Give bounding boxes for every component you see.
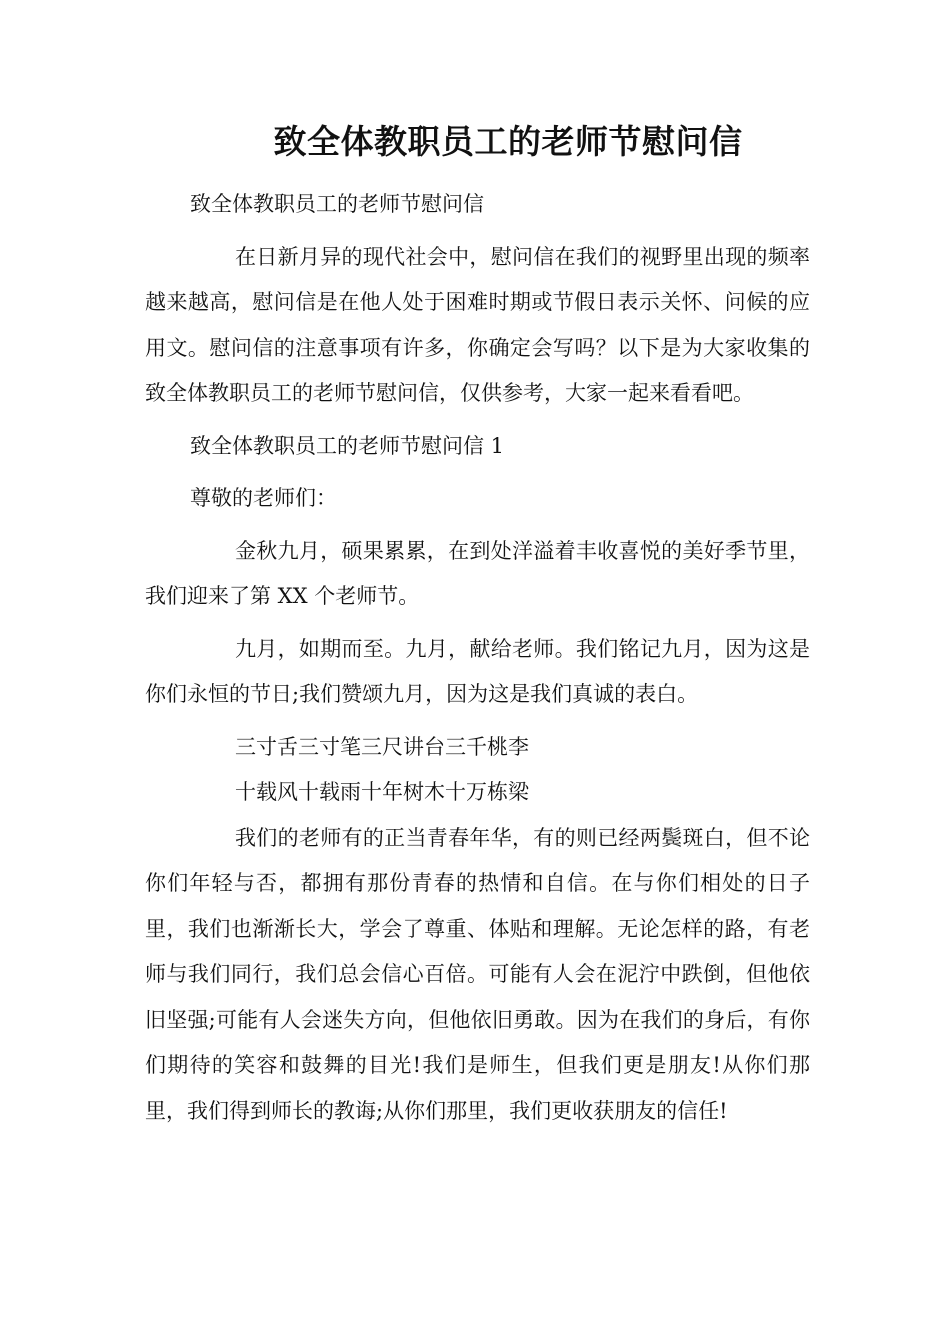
- salutation: 尊敬的老师们：: [190, 486, 337, 510]
- verse-line: 十载风十载雨十年树木十万栋梁: [235, 780, 529, 804]
- body-paragraph: 金秋九月，硕果累累，在到处洋溢着丰收喜悦的美好季节里，我们迎来了第 XX 个老师节。: [145, 538, 810, 608]
- body-paragraph: 我们的老师有的正当青春年华，有的则已经两鬓斑白，但不论你们年轻与否，都拥有那份青春的热情和自信。在与你们相处的日子里，我们也渐渐长大，学会了尊重、体贴和理解。无论怎样的路，有老师与我们同行，我们总会信心百倍。可能有人会在泥泞中跌倒，但他依旧坚强;可能有人会迷失方向，但他依旧勇敢。因为在我们的身后，有你们期待的笑容和鼓舞的目光!我们是师生，但我们更是朋友!从你们那里，我们得到师长的教诲;从你们那里，我们更收获朋友的信任!: [145, 825, 810, 1123]
- document-title: 致全体教职员工的老师节慰问信: [273, 122, 743, 161]
- intro-paragraph: 在日新月异的现代社会中，慰问信在我们的视野里出现的频率越来越高，慰问信是在他人处于困难时期或节假日表示关怀、问候的应用文。慰问信的注意事项有许多，你确定会写吗？以下是为大家收集的致全体教职员工的老师节慰问信，仅供参考，大家一起来看看吧。: [145, 244, 810, 405]
- verse-line: 三寸舌三寸笔三尺讲台三千桃李: [235, 734, 529, 759]
- document-body: [145, 182, 810, 1141]
- subtitle-paragraph: 致全体教职员工的老师节慰问信: [190, 192, 484, 216]
- section-heading: 致全体教职员工的老师节慰问信 1: [190, 433, 505, 458]
- body-paragraph: 九月，如期而至。九月，献给老师。我们铭记九月，因为这是你们永恒的节日;我们赞颂九月，因为这是我们真诚的表白。: [145, 636, 810, 706]
